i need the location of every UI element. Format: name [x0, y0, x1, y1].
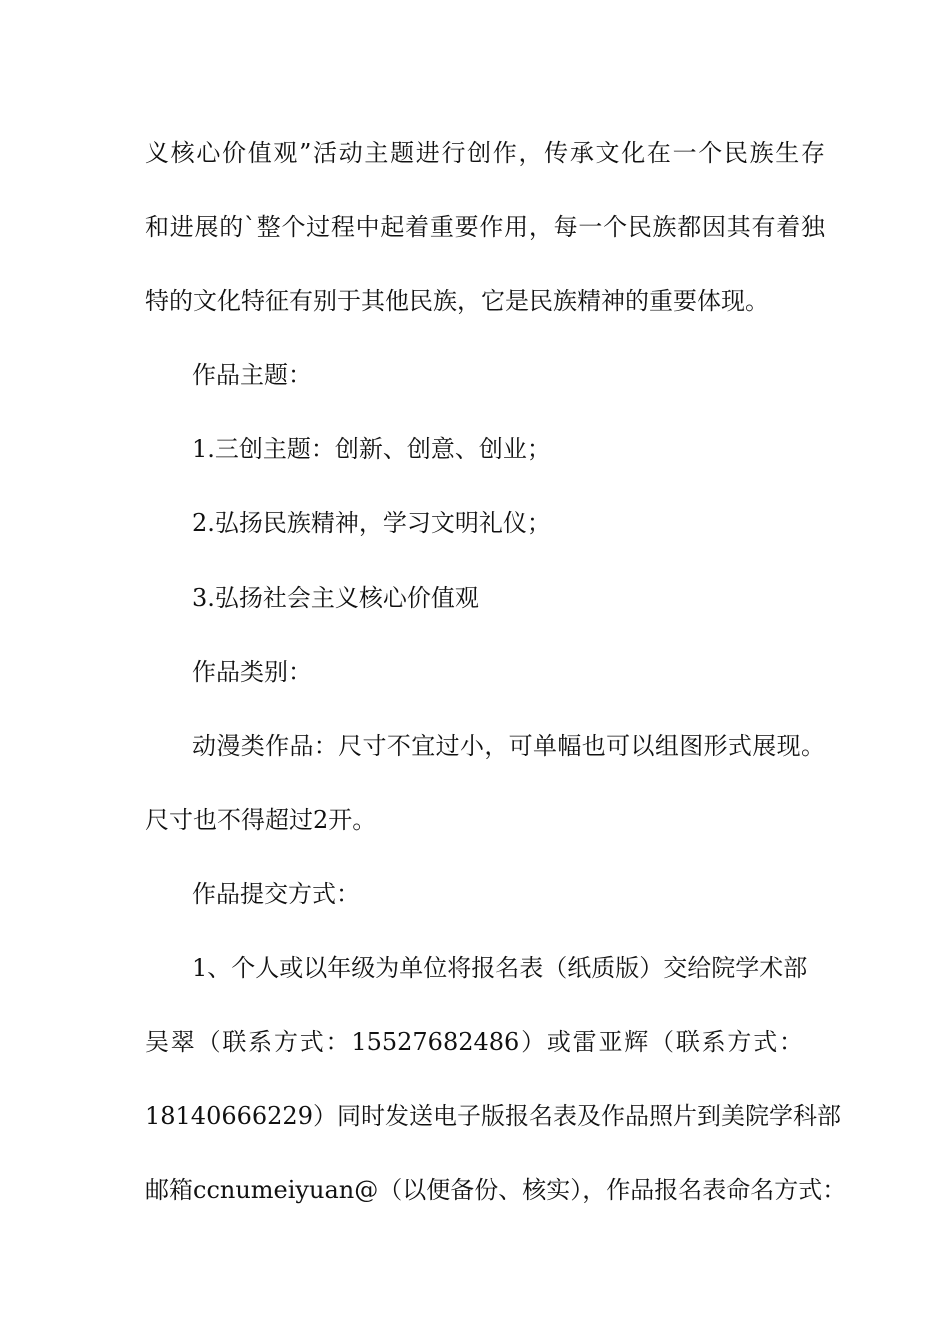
category-description-line-1: 动漫类作品：尺寸不宜过小，可单幅也可以组图形式展现。 [192, 732, 825, 760]
paragraph-line-3: 特的文化特征有别于其他民族，它是民族精神的重要体现。 [145, 287, 769, 315]
submission-line-2: 吴翠（联系方式：15527682486）或雷亚辉（联系方式： [145, 1028, 803, 1056]
theme-item-3: 3.弘扬社会主义核心价值观 [192, 584, 479, 612]
submission-line-4: 邮箱ccnumeiyuan@（以便备份、核实），作品报名表命名方式： [145, 1176, 847, 1204]
section-heading-category: 作品类别： [192, 658, 312, 686]
paragraph-line-1: 义核心价值观”活动主题进行创作，传承文化在一个民族生存 [145, 139, 825, 167]
category-description-line-2: 尺寸也不得超过2开。 [145, 806, 377, 834]
submission-line-1: 1、个人或以年级为单位将报名表（纸质版）交给院学术部 [192, 954, 808, 982]
theme-item-2: 2.弘扬民族精神，学习文明礼仪； [192, 509, 551, 537]
theme-item-1: 1.三创主题：创新、创意、创业； [192, 435, 551, 463]
submission-line-3: 18140666229）同时发送电子版报名表及作品照片到美院学科部 [145, 1102, 841, 1130]
section-heading-theme: 作品主题： [192, 361, 312, 389]
section-heading-submission: 作品提交方式： [192, 880, 360, 908]
paragraph-line-2: 和进展的`整个过程中起着重要作用，每一个民族都因其有着独 [145, 213, 825, 241]
